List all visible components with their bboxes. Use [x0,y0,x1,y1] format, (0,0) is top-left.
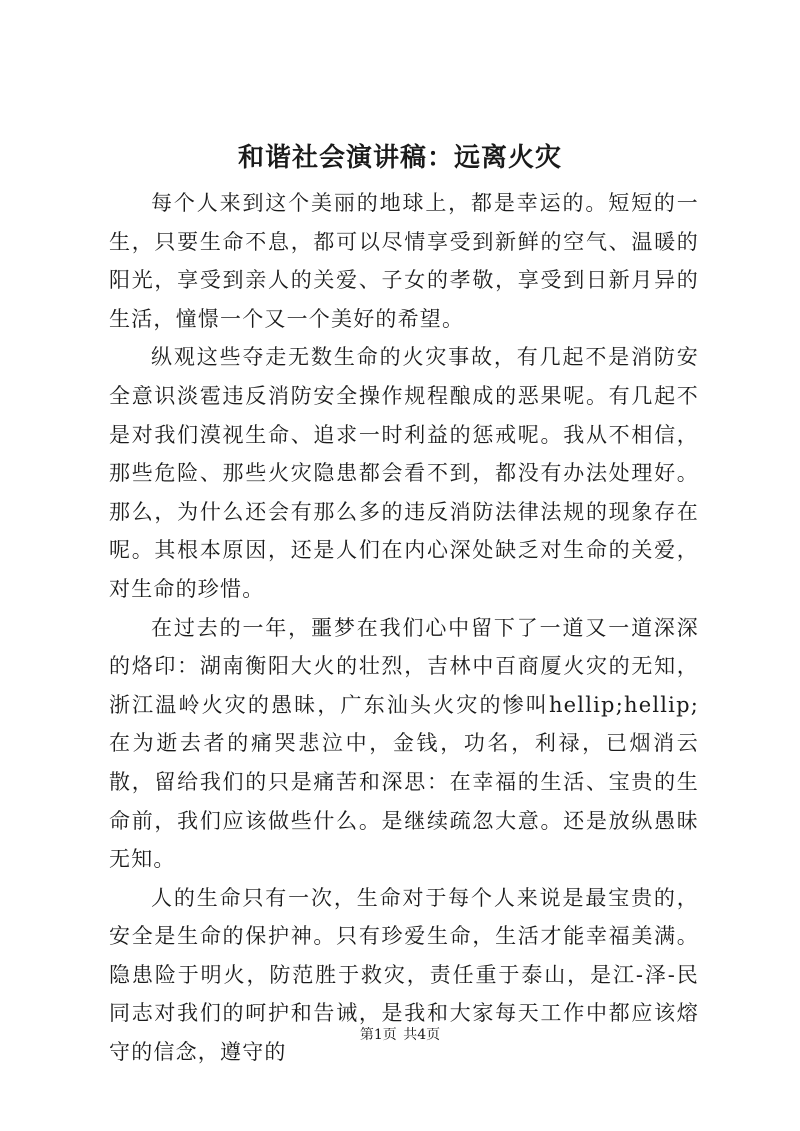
paragraph: 人的生命只有一次，生命对于每个人来说是最宝贵的，安全是生命的保护神。只有珍爱生命，生活才能幸福美满。隐患险于明火，防范胜于救灾，责任重于泰山，是江-泽-民同志对我们的呵护和告诫，是我和大家每天工作中都应该熔守的信念，遵守的 [109,885,699,1065]
page-total: 共4页 [403,1027,441,1043]
page-footer [0,1025,800,1045]
paragraph: 每个人来到这个美丽的地球上，都是幸运的。短短的一生，只要生命不息，都可以尽情享受到新鲜的空气、温暖的阳光，享受到亲人的关爱、子女的孝敬，享受到日新月异的生活，憧憬一个又一个美好的希望。 [109,191,699,331]
document-title: 和谐社会演讲稿：远离火灾 [237,143,562,173]
paragraph: 纵观这些夺走无数生命的火灾事故，有几起不是消防安全意识淡雹违反消防安全操作规程酿成的恶果呢。有几起不是对我们漠视生命、追求一时利益的惩戒呢。我从不相信，那些危险、那些火灾隐患都会看不到，都没有办法处理好。那么，为什么还会有那么多的违反消防法律法规的现象存在呢。其根本原因，还是人们在内心深处缺乏对生命的关爱，对生命的珍惜。 [109,345,699,601]
page-number: 第1页 [359,1027,397,1043]
document-body [109,184,699,1072]
paragraph: 在过去的一年，噩梦在我们心中留下了一道又一道深深的烙印：湖南衡阳大火的壮烈，吉林中百商厦火灾的无知，浙江温岭火灾的愚昧，广东汕头火灾的惨叫hellip;hellip;在为逝去者的痛哭悲泣中，金钱，功名，利禄，已烟消云散，留给我们的只是痛苦和深思：在幸福的生活、宝贵的生命前，我们应该做些什么。是继续疏忽大意。还是放纵愚昧无知。 [109,615,699,872]
